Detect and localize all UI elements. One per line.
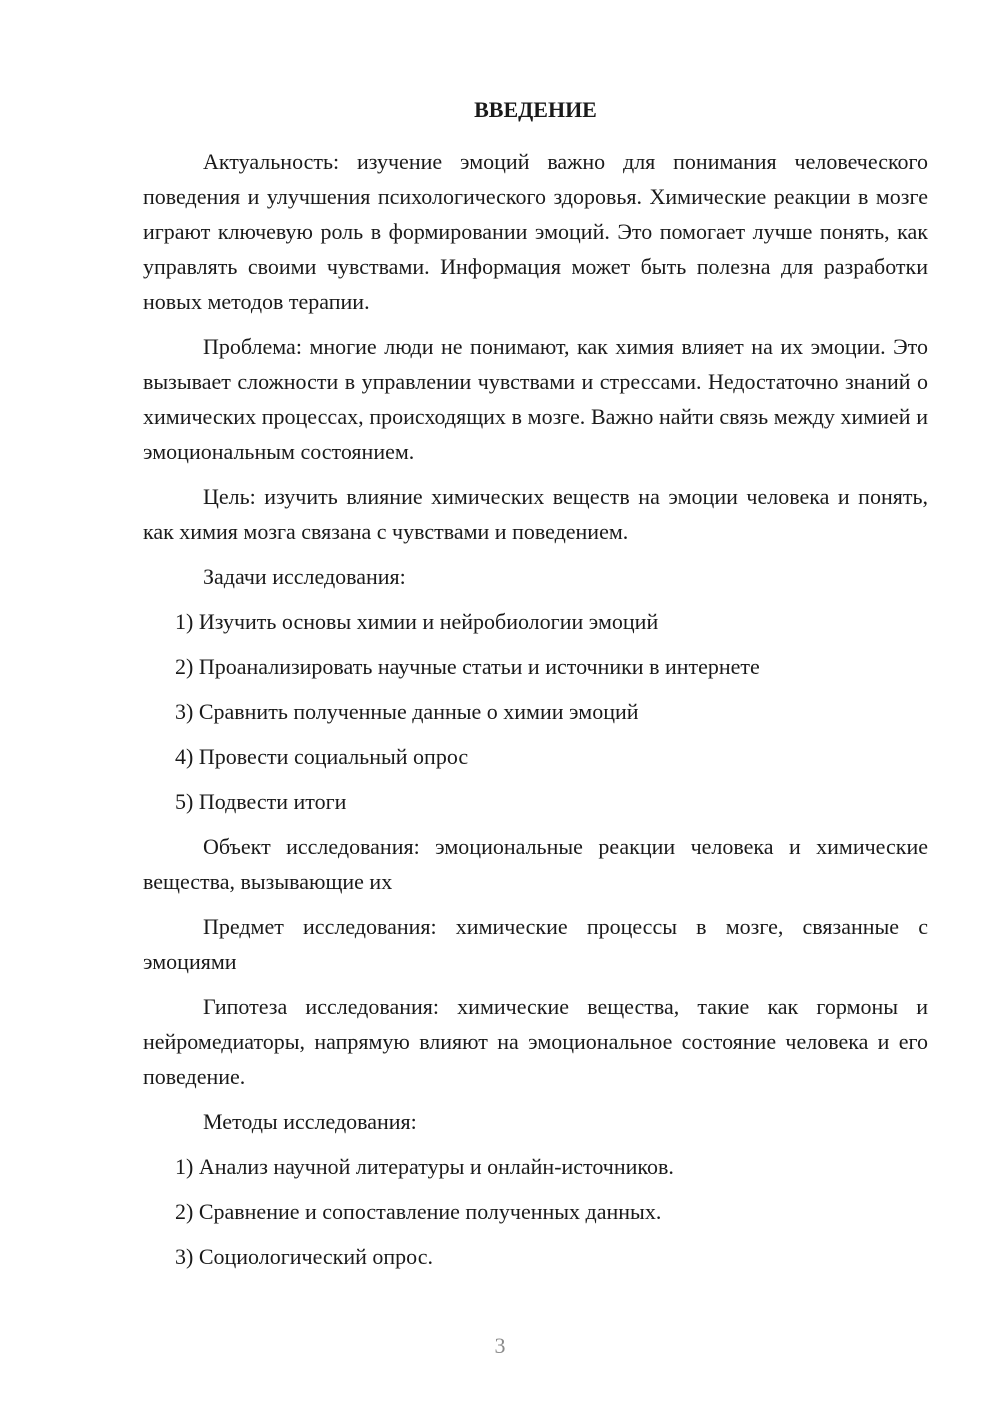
page-number: 3 bbox=[494, 1333, 506, 1358]
hypothesis-paragraph: Гипотеза исследования: химические вещества, такие как гормоны и нейромедиаторы, напрямую влияют на эмоциональное состояние человека и его поведение. bbox=[143, 994, 928, 1089]
tasks-list bbox=[143, 604, 928, 819]
page-title: ВВЕДЕНИЕ bbox=[474, 97, 597, 122]
list-item: 2) Проанализировать научные статьи и источники в интернете bbox=[175, 654, 760, 679]
problem-paragraph: Проблема: многие люди не понимают, как химия влияет на их эмоции. Это вызывает сложности в управлении чувствами и стрессами. Недостаточно знаний о химических процессах, происходящих в мозге. Важно найти связь между химией и эмоциональным состоянием. bbox=[143, 334, 928, 464]
subject-paragraph: Предмет исследования: химические процессы в мозге, связанные с эмоциями bbox=[143, 914, 928, 974]
list-item: 3) Социологический опрос. bbox=[175, 1244, 433, 1269]
tasks-label: Задачи исследования: bbox=[203, 564, 406, 589]
goal-paragraph: Цель: изучить влияние химических веществ на эмоции человека и понять, как химия мозга связана с чувствами и поведением. bbox=[143, 484, 928, 544]
list-item: 2) Сравнение и сопоставление полученных данных. bbox=[175, 1199, 662, 1224]
object-paragraph: Объект исследования: эмоциональные реакции человека и химические вещества, вызывающие их bbox=[143, 834, 928, 894]
methods-list bbox=[143, 1149, 928, 1274]
document-page bbox=[143, 96, 928, 1284]
list-item: 4) Провести социальный опрос bbox=[175, 744, 469, 769]
list-item: 1) Анализ научной литературы и онлайн-источников. bbox=[175, 1154, 674, 1179]
list-item: 1) Изучить основы химии и нейробиологии эмоций bbox=[175, 609, 659, 634]
relevance-paragraph: Актуальность: изучение эмоций важно для понимания человеческого поведения и улучшения психологического здоровья. Химические реакции в мозге играют ключевую роль в формировании эмоций. Это помогает лучше понять, как управлять своими чувствами. Информация может быть полезна для разработки новых методов терапии. bbox=[143, 149, 928, 314]
list-item: 5) Подвести итоги bbox=[175, 789, 347, 814]
methods-label: Методы исследования: bbox=[203, 1109, 417, 1134]
list-item: 3) Сравнить полученные данные о химии эмоций bbox=[175, 699, 639, 724]
